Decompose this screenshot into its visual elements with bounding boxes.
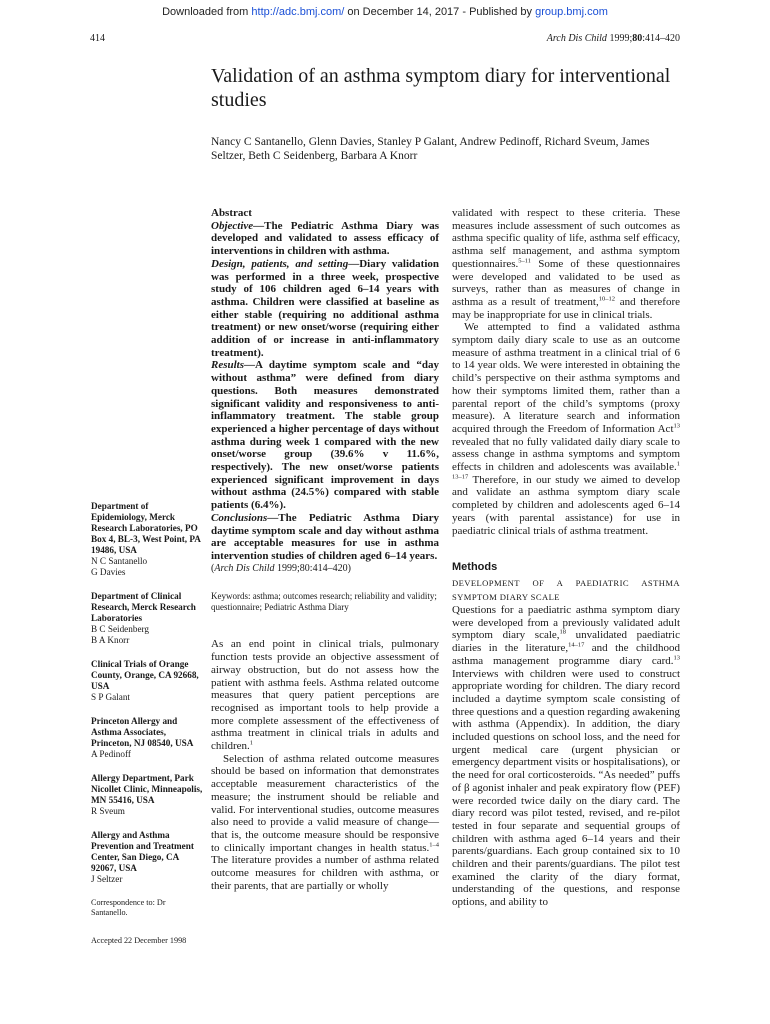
- intro-body: [211, 638, 439, 892]
- affiliation-person: N C Santanello: [91, 556, 148, 566]
- paragraph-text: The literature provides a number of asthma related outcome measures for children with asthma, or their parents, that are partially or wholly: [211, 854, 439, 892]
- design-text: —Diary validation was performed in a three week, prospective study of 106 children aged 6–14 years with asthma. Children were classified at baseline as either stable (requiring no additional asthma treatment) or new onset/worse (requiring either addition of or increase in anti-inflammatory treatment).: [211, 257, 439, 359]
- paragraph-text: and therefore may be inappropriate for use in clinical trials.: [452, 295, 680, 321]
- paragraph-text: As an end point in clinical trials, pulmonary function tests provide an objective assessment of airway obstruction, but do not assess how the patient with asthma feels. Asthma related outcome measures that query patient perceptions are recognised as important tools to help provide a more complete assessment of the effectiveness of asthma treatment in clinical trials in adults and children.: [211, 638, 439, 753]
- reference: 14–17: [568, 641, 585, 649]
- paragraph-text: Some of these questionnaires were developed and validated to be used as surveys, rather than as measures of change in asthma as a result of treatment,: [452, 257, 680, 308]
- affiliation: [91, 830, 203, 885]
- paragraph-text: revealed that no fully validated daily diary scale to assess change in asthma symptoms and symptom effects in children and adolescents was available.: [452, 435, 680, 474]
- affiliation-org: Allergy and Asthma Prevention and Treatment Center, San Diego, CA 92067, USA: [91, 830, 194, 873]
- abstract-design: [211, 258, 439, 360]
- affiliation: [91, 773, 203, 817]
- banner-middle: on December 14, 2017 - Published by: [344, 6, 536, 18]
- methods-body: [452, 604, 680, 909]
- reference: 18: [559, 628, 567, 636]
- affiliation: [91, 659, 203, 703]
- affiliation-org: Department of Epidemiology, Merck Research Laboratories, PO Box 4, BL-3, West Point, PA 19486, USA: [91, 501, 201, 555]
- citation-journal: Arch Dis Child: [214, 562, 275, 574]
- affiliation-org: Department of Clinical Research, Merck Research Laboratories: [91, 591, 196, 623]
- affiliation-person: B A Knorr: [91, 635, 130, 645]
- affiliation: [91, 501, 203, 578]
- intro-continued: [452, 207, 680, 537]
- methods-subhead: DEVELOPMENT OF A PAEDIATRIC ASTHMA SYMPTOM DIARY SCALE: [452, 577, 680, 602]
- paragraph-text: Therefore, in our study we aimed to develop and validate an asthma symptom diary scale completed by children and adolescents aged 6–14 years (with parental assistance) for use in paediatric clinical trials of asthma treatment.: [452, 473, 680, 537]
- reference: 13: [673, 422, 680, 430]
- author-list: Nancy C Santanello, Glenn Davies, Stanley P Galant, Andrew Pedinoff, Richard Sveum, James Seltzer, Beth C Seidenberg, Barbara A Knorr: [211, 136, 650, 162]
- column-right: [452, 207, 680, 909]
- affiliations-sidebar: [91, 501, 203, 946]
- abstract-heading: Abstract: [211, 207, 252, 219]
- reference: 13: [673, 654, 680, 662]
- paragraph-text: validated with respect to these criteria. These measures include assessment of such outcomes as asthma specific quality of life, asthma self efficacy, asthma self management, and asthma symptom questionnaires.: [452, 207, 680, 270]
- paragraph-text: Selection of asthma related outcome measures should be based on information that demonstrates acceptable measurement characteristics of the measure; the instrument should be reliable and valid. For interventional studies, outcome measures also need to provide a valid measure of change—that is, the outcome measure should be responsive to clinically important changes in health status.: [211, 752, 439, 854]
- paragraph: [211, 638, 439, 752]
- reference: 1: [249, 739, 254, 747]
- citation-rest: 1999;80:414–420): [274, 562, 351, 574]
- affiliation-person: R Sveum: [91, 806, 125, 816]
- article-title: Validation of an asthma symptom diary for interventional studies: [211, 65, 671, 111]
- affiliation: [91, 716, 203, 760]
- group-bmj-link[interactable]: group.bmj.com: [535, 6, 608, 18]
- results-label: Results: [211, 359, 245, 372]
- affiliation-org: Clinical Trials of Orange County, Orange, CA 92668, USA: [91, 659, 199, 691]
- paragraph-text: unvalidated paediatric diaries in the literature,: [452, 629, 680, 655]
- download-banner: [0, 6, 770, 18]
- conclusions-text: —The Pediatric Asthma Diary daytime symptom scale and day without asthma are acceptable measures for use in asthma intervention studies of children aged 6–14 years.: [211, 511, 439, 562]
- accepted-date: Accepted 22 December 1998: [91, 936, 187, 945]
- affiliation-org: Allergy Department, Park Nicollet Clinic, Minneapolis, MN 55416, USA: [91, 773, 203, 805]
- results-text: —A daytime symptom scale and “day without asthma” were defined from diary questions. Both measures demonstrated significant validity and responsiveness to anti-inflammatory treatment. The stable group experienced a higher percentage of days without asthma during week 1 compared with the new onset/worse group (39.6% v 11.6%, respectively). The new onset/worse patients experienced significant improvement in days without asthma (24.5%) compared with stable patients (6.4%).: [211, 359, 439, 512]
- objective-label: Objective: [211, 219, 254, 232]
- affiliation-person: S P Galant: [91, 692, 130, 702]
- page-number: 414: [90, 33, 105, 44]
- column-left: [211, 207, 439, 892]
- paragraph: [452, 321, 680, 537]
- paragraph: [452, 604, 680, 909]
- conclusions-label: Conclusions: [211, 511, 268, 524]
- objective-text: —The Pediatric Asthma Diary was developed and validated to assess efficacy of interventions in children with asthma.: [211, 219, 439, 258]
- reference: 1–4: [429, 840, 439, 848]
- paragraph: [211, 753, 439, 893]
- affiliation: [91, 591, 203, 646]
- adc-link[interactable]: http://adc.bmj.com/: [251, 6, 345, 18]
- affiliation-person: A Pedinoff: [91, 749, 131, 759]
- paragraph: [452, 207, 680, 321]
- affiliation-org: Princeton Allergy and Asthma Associates, Princeton, NJ 08540, USA: [91, 716, 194, 748]
- affiliation-person: B C Seidenberg: [91, 624, 150, 634]
- methods-heading: Methods: [452, 561, 498, 574]
- paragraph-text: and the childhood asthma management programme diary card.: [452, 642, 680, 667]
- affiliation-person: J Seltzer: [91, 874, 123, 884]
- paragraph-text: We attempted to find a validated asthma symptom daily diary scale to use as an outcome measure of asthma treatment in a clinical trial of 6 to 14 year olds. We were interested in obtaining the child’s perspective on their asthma symptoms and how their symptoms limited them, rather than a parental report of the child’s symptoms (proxy measure). A literature search and information acquired through the Freedom of Information Act: [452, 321, 680, 435]
- keywords: Keywords: asthma; outcomes research; reliability and validity; questionnaire; Pediatric Asthma Diary: [211, 591, 437, 613]
- abstract-objective: [211, 220, 439, 258]
- reference: 10–12: [598, 295, 615, 303]
- abstract-results: [211, 359, 439, 511]
- design-label: Design, patients, and setting: [211, 257, 349, 270]
- correspondence-note: Correspondence to: Dr Santanello.: [91, 898, 166, 917]
- abstract-citation: (Arch Dis Child 1999;80:414–420): [211, 562, 351, 574]
- affiliation-person: G Davies: [91, 567, 126, 577]
- running-head: Arch Dis Child 1999;80:414–420: [546, 33, 680, 44]
- banner-prefix: Downloaded from: [162, 6, 252, 18]
- abstract: [211, 207, 439, 575]
- abstract-conclusions: [211, 512, 439, 563]
- paragraph-text: Interviews with children were used to construct appropriate wording for children. The diary record included a daytime symptom scale consisting of three questions and a question regarding awakening with asthma (Appendix). In addition, the diary included questions on school loss, and the need for urgent medical care (urgent physician or emergency department visits or hospitalisations), or the need for oral corticosteroids. “As needed” puffs of β agonist inhaler and peak expiratory flow (PEF) were recorded twice daily on the diary card. The diary record was pilot tested, revised, and re-pilot tested in four separate and sequential groups of children with asthma aged 6–14 years and their parents/guardians. Each group contained six to 10 children and their parents/guardians. The pilot test examined the clarity of the diary format, understanding of the questions, and response options, and ability to: [452, 667, 680, 909]
- paragraph-text: Questions for a paediatric asthma symptom diary were developed from a previously validated adult symptom diary scale,: [452, 603, 680, 642]
- reference: 1 13–17: [452, 460, 680, 481]
- reference: 5–11: [518, 257, 532, 265]
